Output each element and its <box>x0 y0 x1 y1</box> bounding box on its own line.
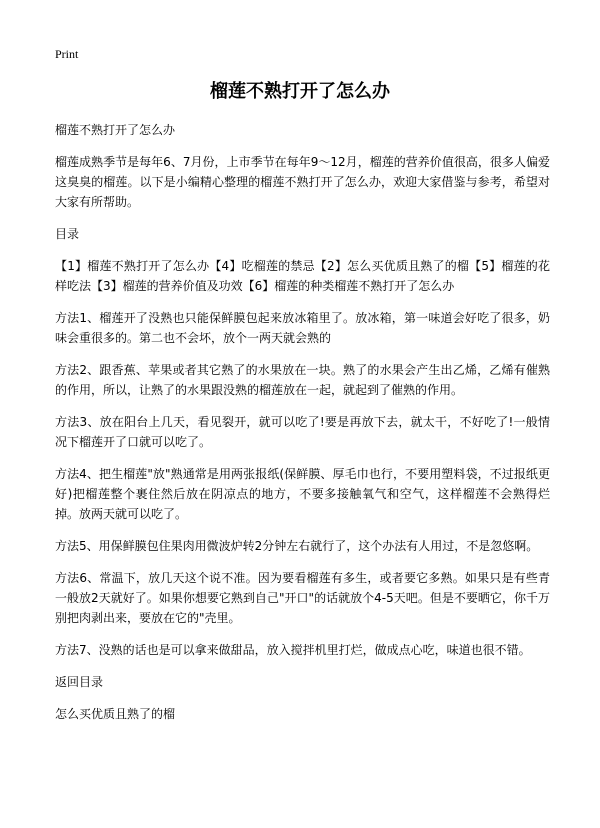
print-link[interactable]: Print <box>55 47 79 61</box>
method-paragraph: 方法2、跟香蕉、苹果或者其它熟了的水果放在一块。熟了的水果会产生出乙烯，乙烯有催熟的作用，所以，让熟了的水果跟没熟的榴莲放在一起，就起到了催熟的作用。 <box>55 363 550 397</box>
intro-paragraph: 榴莲成熟季节是每年6、7月份，上市季节在每年9～12月，榴莲的营养价值很高，很多人偏爱这臭臭的榴莲。以下是小编精心整理的榴莲不熟打开了怎么办，欢迎大家借鉴与参考，希望对大家有所帮助。 <box>55 155 550 209</box>
toc-heading: 目录 <box>55 227 80 241</box>
article-body <box>55 120 550 736</box>
back-to-toc-link[interactable]: 返回目录 <box>55 675 104 689</box>
method-paragraph: 方法4、把生榴莲"放"熟通常是用两张报纸(保鲜膜、厚毛巾也行，不要用塑料袋，不过报纸更好)把榴莲整个裹住然后放在阴凉点的地方，不要多接触氧气和空气，这样榴莲不会熟得烂掉。放两天就可以吃了。 <box>55 467 550 521</box>
method-paragraph: 方法1、榴莲开了没熟也只能保鲜膜包起来放冰箱里了。放冰箱，第一味道会好吃了很多，奶味会重很多的。第二也不会坏，放个一两天就会熟的 <box>55 311 550 345</box>
toc-links[interactable]: 【1】榴莲不熟打开了怎么办【4】吃榴莲的禁忌【2】怎么买优质且熟了的榴【5】榴莲的花样吃法【3】榴莲的营养价值及功效【6】榴莲的种类榴莲不熟打开了怎么办 <box>55 259 550 293</box>
method-paragraph: 方法6、常温下，放几天这个说不准。因为要看榴莲有多生，或者要它多熟。如果只是有些青一般放2天就好了。如果你想要它熟到自己"开口"的话就放个4-5天吧。但是不要晒它，你千万别把肉剥出来，要放在它的"壳里。 <box>55 571 550 625</box>
article-subtitle: 榴莲不熟打开了怎么办 <box>55 123 176 137</box>
section-heading: 怎么买优质且熟了的榴 <box>55 707 176 721</box>
method-paragraph: 方法7、没熟的话也是可以拿来做甜品，放入搅拌机里打烂，做成点心吃，味道也很不错。 <box>55 643 531 657</box>
page-title: 榴莲不熟打开了怎么办 <box>210 81 390 102</box>
method-paragraph: 方法5、用保鲜膜包住果肉用微波炉转2分钟左右就行了，这个办法有人用过，不是忽悠啊。 <box>55 539 539 553</box>
method-paragraph: 方法3、放在阳台上几天，看见裂开，就可以吃了!要是再放下去，就太干，不好吃了!一般情况下榴莲开了口就可以吃了。 <box>55 415 550 449</box>
